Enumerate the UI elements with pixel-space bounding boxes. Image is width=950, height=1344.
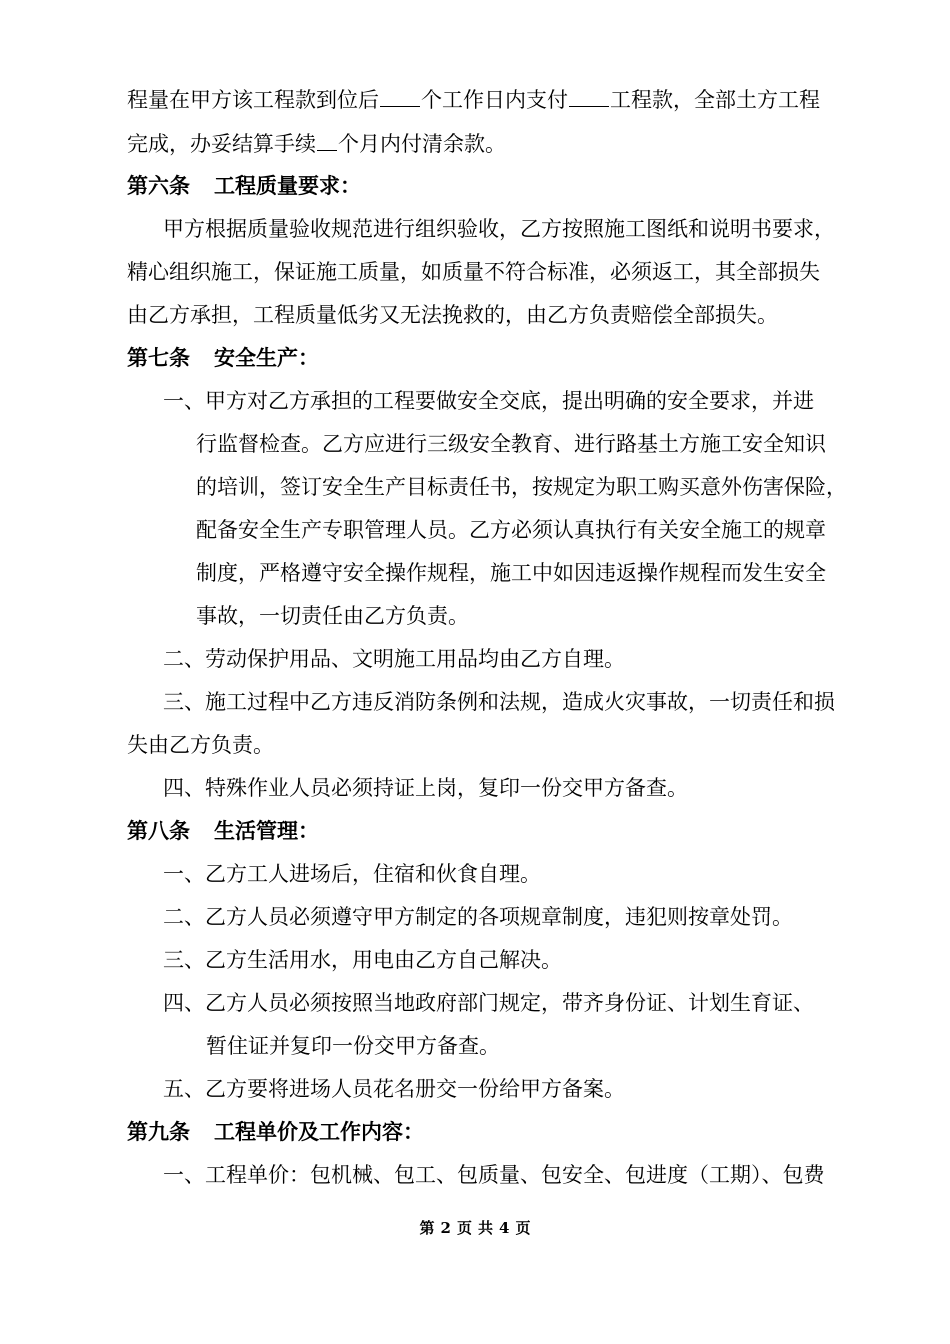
section-heading [127,171,361,201]
section-title: 生活管理： [214,818,319,843]
text-run: 工程款，全部土方工程 [610,88,820,112]
section-heading [127,816,319,846]
page-total: 4 [499,1219,510,1237]
section-title: 工程单价及工作内容： [214,1119,424,1144]
list-item: 四、特殊作业人员必须持证上岗，复印一份交甲方备查。 [163,776,688,800]
section-heading [127,343,319,373]
list-item: 二、劳动保护用品、文明施工用品均由乙方自理。 [163,647,625,671]
paragraph-line: 精心组织施工，保证施工质量，如质量不符合标准，必须返工，其全部损失 [127,260,820,284]
list-item-continuation: 制度，严格遵守安全操作规程，施工中如因违返操作规程而发生安全 [196,561,826,585]
list-item-continuation: 配备安全生产专职管理人员。乙方必须认真执行有关安全施工的规章 [196,518,826,542]
footer-word: 共 [478,1219,494,1237]
list-item-continuation: 事故，一切责任由乙方负责。 [196,604,469,628]
text-run: 个月内付清余款。 [338,132,506,156]
list-item-continuation: 失由乙方负责。 [127,733,274,757]
fill-blank [569,84,609,107]
text-run: 个工作日内支付 [421,88,568,112]
section-number: 第九条 [127,1119,190,1144]
section-title: 工程质量要求： [214,173,361,198]
paragraph-line [127,128,506,158]
footer-word: 页 [515,1219,531,1237]
fill-blank [380,84,420,107]
list-item: 一、甲方对乙方承担的工程要做安全交底，提出明确的安全要求，并进 [163,389,814,413]
paragraph-line [127,84,820,114]
page-number: 2 [440,1219,451,1237]
list-item-continuation: 行监督检查。乙方应进行三级安全教育、进行路基土方施工安全知识 [196,432,826,456]
list-item-continuation: 的培训，签订安全生产目标责任书，按规定为职工购买意外伤害保险， [196,475,847,499]
list-item-continuation: 暂住证并复印一份交甲方备查。 [206,1034,500,1058]
text-run: 完成，办妥结算手续 [127,132,316,156]
section-heading [127,1117,424,1147]
list-item: 四、乙方人员必须按照当地政府部门规定，带齐身份证、计划生育证、 [163,991,814,1015]
section-number: 第七条 [127,345,190,370]
page-footer [0,1217,950,1239]
section-number: 第六条 [127,173,190,198]
list-item: 三、乙方生活用水，用电由乙方自己解决。 [163,948,562,972]
list-item: 二、乙方人员必须遵守甲方制定的各项规章制度，违犯则按章处罚。 [163,905,793,929]
section-number: 第八条 [127,818,190,843]
section-title: 安全生产： [214,345,319,370]
list-item: 三、施工过程中乙方违反消防条例和法规，造成火灾事故，一切责任和损 [163,690,835,714]
footer-word: 页 [456,1219,472,1237]
footer-word: 第 [419,1219,435,1237]
list-item: 五、乙方要将进场人员花名册交一份给甲方备案。 [163,1077,625,1101]
list-item: 一、工程单价：包机械、包工、包质量、包安全、包进度（工期）、包费 [163,1163,825,1187]
paragraph-line: 由乙方承担，工程质量低劣又无法挽救的，由乙方负责赔偿全部损失。 [127,303,778,327]
text-run: 程量在甲方该工程款到位后 [127,88,379,112]
list-item: 一、乙方工人进场后，住宿和伙食自理。 [163,862,541,886]
paragraph-line: 甲方根据质量验收规范进行组织验收，乙方按照施工图纸和说明书要求， [163,217,835,241]
fill-blank [317,128,337,151]
